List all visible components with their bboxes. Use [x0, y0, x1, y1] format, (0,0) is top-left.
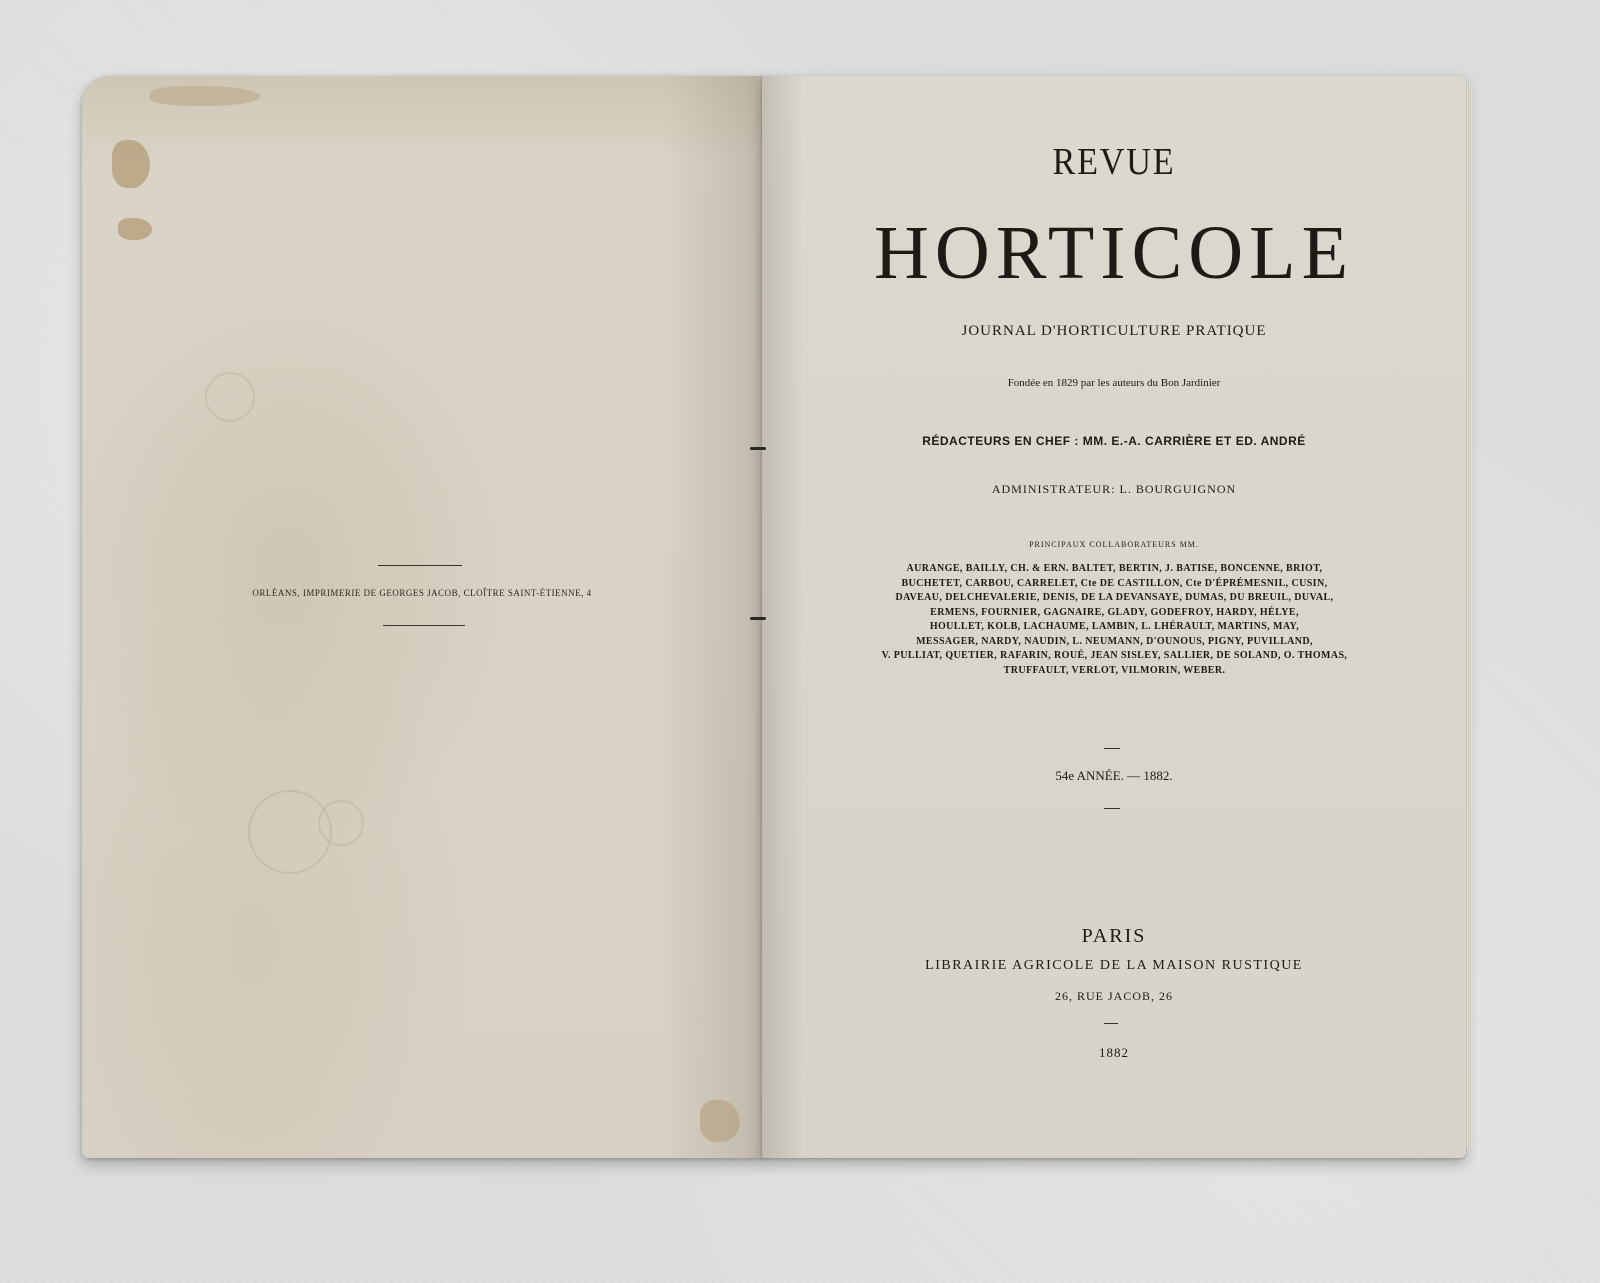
administrator-line: ADMINISTRATEUR: L. BOURGUIGNON — [991, 482, 1237, 496]
founded-note: Fondée en 1829 par les auteurs du Bon Jardinier — [1007, 377, 1221, 389]
water-stain — [318, 800, 364, 846]
editors-line: RÉDACTEURS EN CHEF : MM. E.-A. CARRIÈRE ET ED. ANDRÉ — [922, 434, 1306, 448]
collaborators-line: AURANGE, BAILLY, CH. & ERN. BALTET, BERTIN, J. BATISE, BONCENNE, BRIOT, — [906, 563, 1323, 574]
publisher-name: LIBRAIRIE AGRICOLE DE LA MAISON RUSTIQUE — [925, 958, 1303, 973]
publisher-city: PARIS — [1081, 925, 1147, 947]
page-damage — [150, 86, 260, 106]
divider-rule — [1104, 748, 1120, 749]
collaborators-line: HOULLET, KOLB, LACHAUME, LAMBIN, L. LHÉRAULT, MARTINS, MAY, — [929, 621, 1300, 632]
title-revue: REVUE — [1052, 141, 1176, 183]
page-damage — [112, 140, 150, 188]
title-horticole: HORTICOLE — [873, 211, 1355, 295]
printer-imprint: ORLÉANS, IMPRIMERIE DE GEORGES JACOB, CLOÎTRE SAINT-ÉTIENNE, 4 — [252, 588, 592, 598]
year-line: 54e ANNÉE. — 1882. — [1055, 768, 1173, 783]
collaborators-heading: PRINCIPAUX COLLABORATEURS MM. — [1029, 540, 1199, 549]
page-damage — [700, 1100, 740, 1142]
collaborators-line: BUCHETET, CARBOU, CARRELET, Cte DE CASTILLON, Cte D'ÉPRÉMESNIL, CUSIN, — [901, 577, 1328, 589]
divider-rule — [1104, 808, 1120, 809]
binding-stitch — [750, 617, 766, 620]
collaborators-list — [842, 562, 1387, 678]
collaborators-line: TRUFFAULT, VERLOT, VILMORIN, WEBER. — [1003, 664, 1226, 676]
publisher-address: 26, RUE JACOB, 26 — [1054, 989, 1173, 1003]
collaborators-line: MESSAGER, NARDY, NAUDIN, L. NEUMANN, D'OUNOUS, PIGNY, PUVILLAND, — [916, 635, 1313, 647]
publication-year: 1882 — [1099, 1045, 1129, 1060]
collaborators-line: DAVEAU, DELCHEVALERIE, DENIS, DE LA DEVANSAYE, DUMAS, DU BREUIL, DUVAL, — [895, 592, 1334, 603]
page-damage — [118, 218, 152, 240]
collaborators-line: ERMENS, FOURNIER, GAGNAIRE, GLADY, GODEFROY, HARDY, HÉLYE, — [930, 606, 1299, 618]
divider-rule — [1104, 1023, 1118, 1024]
collaborators-line: V. PULLIAT, QUETIER, RAFARIN, ROUÉ, JEAN SISLEY, SALLIER, DE SOLAND, O. THOMAS, — [881, 650, 1348, 661]
water-stain — [205, 372, 255, 422]
page-edge — [1466, 84, 1472, 1150]
journal-subtitle: JOURNAL D'HORTICULTURE PRATIQUE — [961, 323, 1267, 339]
imprint-rule-top — [378, 565, 462, 566]
left-page — [82, 76, 765, 1158]
imprint-rule-bottom — [383, 625, 465, 626]
